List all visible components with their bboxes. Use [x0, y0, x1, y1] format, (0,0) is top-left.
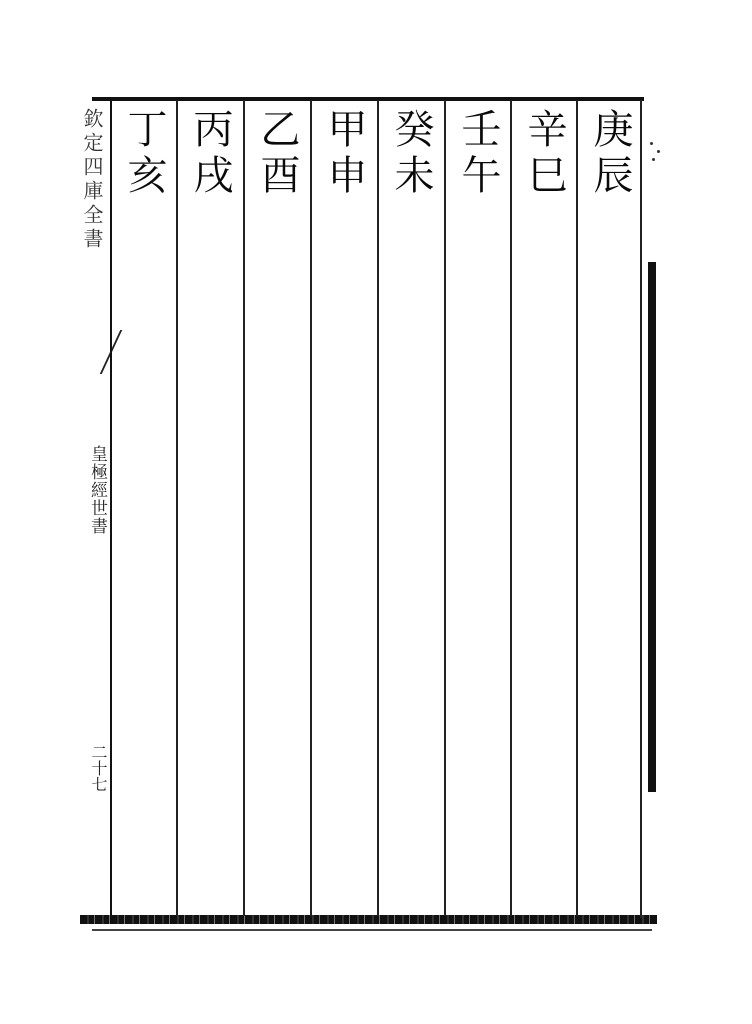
top-border	[92, 97, 644, 101]
column-divider	[377, 100, 379, 916]
bottom-border-thin	[92, 929, 652, 931]
text-column-8: 丁亥	[121, 108, 167, 200]
text-column-3: 壬午	[455, 108, 501, 200]
text-column-7: 丙戌	[187, 108, 233, 200]
column-divider	[176, 100, 178, 916]
margin-page-number: 二十七	[89, 744, 108, 792]
column-divider	[243, 100, 245, 916]
column-divider	[444, 100, 446, 916]
ink-speck	[657, 150, 660, 153]
column-divider	[576, 100, 578, 916]
ink-speck	[652, 158, 655, 161]
ink-speck	[650, 142, 653, 145]
bottom-border	[80, 915, 657, 924]
text-column-4: 癸未	[388, 108, 434, 200]
text-column-5: 甲申	[321, 108, 367, 200]
text-column-2: 辛巳	[521, 108, 567, 200]
margin-divider-line	[110, 100, 112, 916]
margin-book-name: 皇極經世書	[87, 445, 107, 535]
text-column-6: 乙酉	[254, 108, 300, 200]
margin-book-title: 欽定四庫全書	[80, 108, 104, 252]
right-thick-bar	[648, 262, 656, 792]
right-frame-line	[640, 100, 642, 918]
column-divider	[510, 100, 512, 916]
text-column-1: 庚辰	[587, 108, 633, 200]
column-divider	[310, 100, 312, 916]
